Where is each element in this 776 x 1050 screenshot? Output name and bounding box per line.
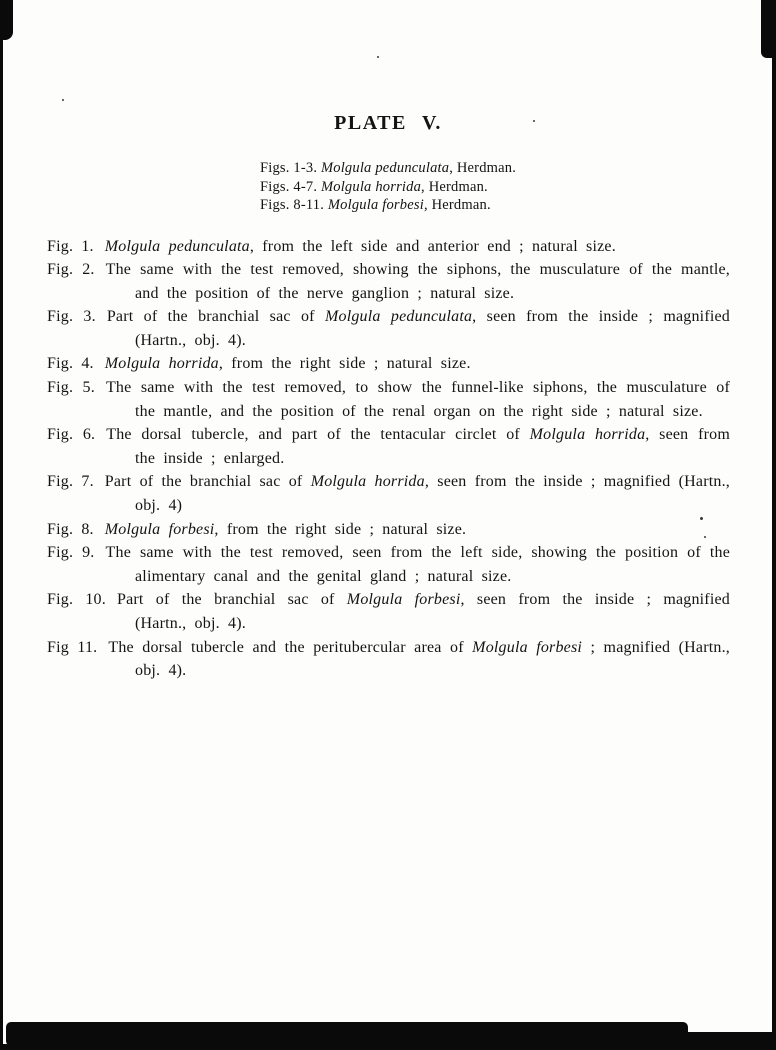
figure-description — [47, 235, 730, 259]
figure-description — [47, 636, 730, 683]
figure-label: Fig. 7. — [47, 473, 94, 491]
figure-description — [47, 352, 730, 376]
figure-description — [47, 376, 730, 423]
figure-descriptions — [47, 235, 730, 683]
figure-text: The same with the test removed, showing the siphons, the musculature of the mantle, and the position of the nerve ganglion ; natural size. — [105, 261, 730, 302]
figure-text: The dorsal tubercle and the peritubercular area of Molgula forbesi ; magnified (Hartn., obj. 4). — [108, 638, 730, 680]
figure-label: Fig. 9. — [47, 544, 95, 562]
scan-artifact-top-right — [761, 0, 776, 58]
figure-index-block — [260, 159, 516, 215]
figure-description — [47, 423, 730, 470]
figure-label: Fig 11. — [47, 638, 98, 656]
figure-text: The same with the test removed, seen from the left side, showing the position of the alimentary canal and the genital gland ; natural size. — [105, 544, 731, 585]
scan-artifact-left-edge — [0, 36, 3, 1050]
figure-description — [47, 258, 730, 305]
figure-index-line: Figs. 8-11. Molgula forbesi, Herdman. — [259, 197, 491, 213]
figure-index — [0, 159, 776, 215]
page-title: PLATE V. — [334, 112, 442, 134]
figure-text: Molgula pedunculata, from the left side and anterior end ; natural size. — [104, 237, 616, 255]
figure-label: Fig. 10. — [47, 591, 106, 609]
figure-description — [47, 588, 730, 635]
figure-label: Fig. 5. — [47, 379, 95, 397]
scan-artifact-right-edge — [772, 55, 776, 1050]
figure-text: The dorsal tubercle, and part of the tentacular circlet of Molgula horrida, seen from the inside ; enlarged. — [106, 426, 730, 467]
figure-label: Fig. 8. — [47, 520, 94, 538]
figure-description — [47, 305, 730, 352]
scan-artifact-bottom-edge — [0, 1044, 776, 1050]
figure-text: Part of the branchial sac of Molgula forbesi, seen from the inside ; magnified (Hartn., obj. 4). — [116, 591, 730, 632]
scan-artifact-bottom-bar — [6, 1022, 688, 1046]
scan-speck — [62, 99, 64, 101]
figure-label: Fig. 1. — [47, 237, 94, 255]
figure-text: Molgula forbesi, from the right side ; natural size. — [104, 520, 467, 538]
figure-description — [47, 541, 730, 588]
scan-speck — [704, 536, 706, 538]
figure-text: The same with the test removed, to show the funnel-like siphons, the musculature of the mantle, and the position of the renal organ on the right side ; natural size. — [105, 379, 730, 420]
figure-description — [47, 470, 730, 517]
scan-speck — [377, 56, 379, 58]
scan-speck — [700, 517, 703, 520]
figure-text: Part of the branchial sac of Molgula horrida, seen from the inside ; magnified (Hartn., obj. 4) — [104, 473, 731, 515]
figure-label: Fig. 2. — [47, 261, 95, 279]
figure-text: Part of the branchial sac of Molgula pedunculata, seen from the inside ; magnified (Hartn., obj. 4). — [106, 308, 730, 349]
figure-label: Fig. 6. — [47, 426, 96, 444]
scan-artifact-top-left — [0, 0, 13, 40]
figure-label: Fig. 3. — [47, 308, 96, 326]
figure-label: Fig. 4. — [47, 355, 94, 373]
figure-index-line: Figs. 1-3. Molgula pedunculata, Herdman. — [259, 160, 517, 176]
figure-index-line: Figs. 4-7. Molgula horrida, Herdman. — [259, 178, 488, 195]
figure-text: Molgula horrida, from the right side ; natural size. — [104, 355, 471, 373]
figure-description — [47, 518, 730, 542]
scan-speck — [533, 120, 535, 122]
